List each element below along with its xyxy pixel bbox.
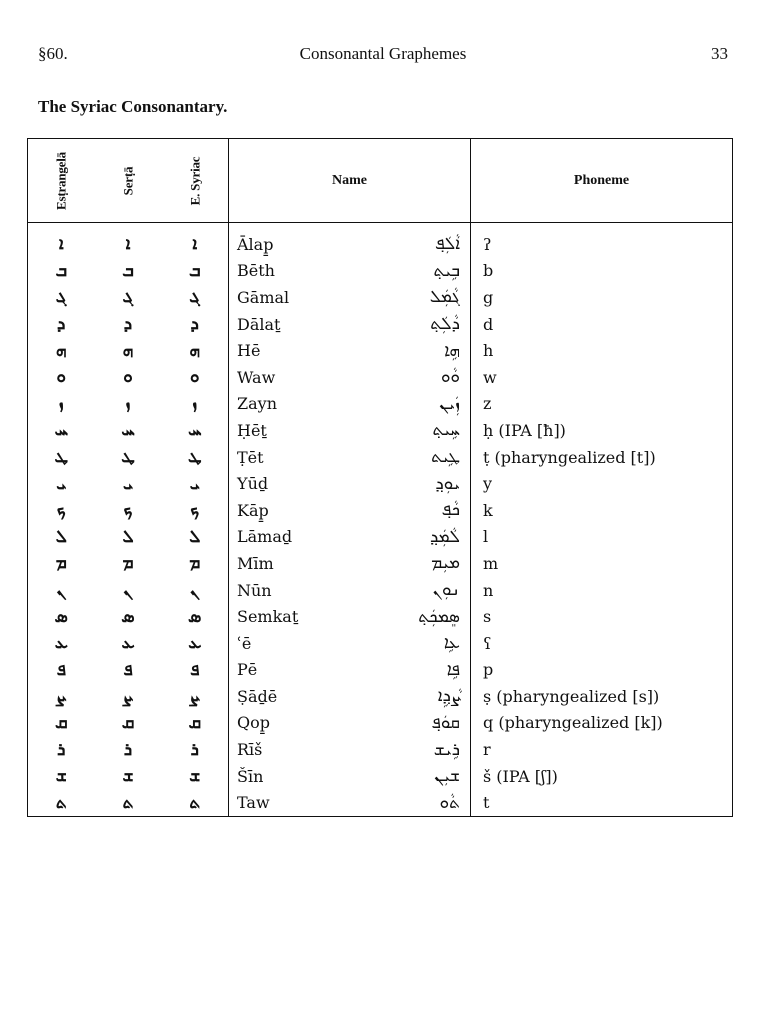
letter-name-syriac: ܚܹܝܬ݂ <box>432 420 460 441</box>
letter-name-cell <box>229 417 471 444</box>
phoneme: ṭ (pharyngealized [t]) <box>471 444 733 471</box>
east-syriac-glyph: ܠ <box>189 526 201 547</box>
letter-name: Pē <box>237 660 258 680</box>
letter-name-cell <box>229 364 471 391</box>
serta-glyph: ܦ <box>123 659 133 680</box>
table-spacer <box>28 223 733 232</box>
serta-glyph: ܚ <box>121 420 135 441</box>
letter-name-syriac: ܣܸܡܟܲܬ݂ <box>418 606 460 627</box>
serta-glyph: ܬ <box>95 789 162 816</box>
letter-name: Hē <box>237 341 261 361</box>
phoneme: p <box>471 657 733 684</box>
column-header-serta: Serṭā <box>95 139 162 223</box>
letter-name-syriac: ܨܵܕ݂ܹܐ <box>437 686 460 707</box>
east-syriac-glyph: ܟ <box>190 500 200 521</box>
table-row <box>28 364 733 391</box>
table-row <box>28 391 733 418</box>
table-row <box>28 337 733 364</box>
phoneme: m <box>471 550 733 577</box>
table-row <box>28 630 733 657</box>
letter-name: Zayn <box>237 394 277 414</box>
column-header-phoneme: Phoneme <box>471 139 733 223</box>
serta-glyph: ܟ <box>123 500 133 521</box>
estrangela-glyph: ܡ <box>28 550 95 577</box>
letter-name-cell <box>229 657 471 684</box>
east-syriac-glyph: ܡ <box>189 553 201 574</box>
estrangela-glyph: ܣ <box>28 603 95 630</box>
east-syriac-glyph: ܦ <box>190 659 200 680</box>
letter-name-cell <box>229 763 471 790</box>
table-row <box>28 736 733 763</box>
section-number: §60. <box>38 44 68 63</box>
estrangela-glyph: ܕ <box>28 311 95 338</box>
phoneme: r <box>471 736 733 763</box>
letter-name-cell <box>229 258 471 285</box>
phoneme: q (pharyngealized [k]) <box>471 710 733 737</box>
estrangela-glyph: ܬ <box>28 789 95 816</box>
letter-name-syriac: ܘܵܘ <box>441 367 460 388</box>
estrangela-glyph: ܫ <box>28 763 95 790</box>
east-syriac-glyph: ܨ <box>189 686 201 707</box>
letter-name-syriac: ܓܵܡܲܠ <box>429 287 460 308</box>
east-syriac-glyph: ܛ <box>188 447 202 468</box>
letter-name-cell <box>229 630 471 657</box>
letter-name-syriac: ܐܵܠܲܦ݂ <box>434 234 460 255</box>
phoneme: ṣ (pharyngealized [s]) <box>471 683 733 710</box>
letter-name-syriac: ܟܵܦ݂ <box>441 500 460 521</box>
east-syriac-glyph: ܫ <box>189 766 201 787</box>
serta-glyph: ܡ <box>122 553 134 574</box>
letter-name: Bēth <box>237 261 275 281</box>
letter-name-cell <box>229 710 471 737</box>
letter-name: Ḥēṯ <box>237 420 267 440</box>
estrangela-glyph: ܠ <box>28 524 95 551</box>
estrangela-glyph: ܙ <box>28 391 95 418</box>
table-row <box>28 231 733 258</box>
serta-glyph: ܫ <box>122 766 134 787</box>
letter-name: Ālap̱ <box>237 234 274 254</box>
letter-name-syriac: ܪܹܝܫ <box>433 739 460 760</box>
table-header <box>28 139 733 223</box>
running-title: Consonantal Graphemes <box>299 44 467 63</box>
letter-name: Yūḏ <box>237 474 269 494</box>
letter-name: Rīš <box>237 740 263 760</box>
letter-name: ʿē <box>237 633 252 653</box>
phoneme: n <box>471 577 733 604</box>
east-syriac-glyph: ܢ <box>190 580 200 601</box>
letter-name: Dālaṯ <box>237 314 281 334</box>
letter-name-syriac: ܩܘܿܦ݂ <box>431 712 460 733</box>
east-syriac-glyph: ܗ <box>189 340 201 361</box>
letter-name-cell <box>229 284 471 311</box>
serta-glyph: ܪ <box>123 739 133 760</box>
table-row <box>28 311 733 338</box>
letter-name-syriac: ܢܘܼܢ <box>432 580 460 601</box>
letter-name: Šīn <box>237 766 264 786</box>
estrangela-glyph: ܛ <box>28 444 95 471</box>
letter-name-cell <box>229 524 471 551</box>
letter-name-cell <box>229 444 471 471</box>
serta-glyph: ܣ <box>121 606 135 627</box>
serta-glyph: ܒ <box>122 260 134 281</box>
letter-name: Waw <box>237 367 276 387</box>
serta-glyph: ܛ <box>121 447 135 468</box>
east-syriac-glyph: ܝ <box>189 473 200 494</box>
serta-glyph: ܗ <box>122 340 134 361</box>
column-header-estrangela: Esṭrangelā <box>28 139 95 223</box>
estrangela-glyph: ܚ <box>28 417 95 444</box>
letter-name-syriac: ܕܵܠܲܬ݂ <box>430 314 460 335</box>
serta-glyph: ܨ <box>122 686 134 707</box>
phoneme: ʔ <box>471 231 733 258</box>
page-number: 33 <box>711 44 728 63</box>
estrangela-glyph: ܟ <box>28 497 95 524</box>
serta-glyph: ܝ <box>123 473 133 494</box>
letter-name-syriac: ܡܝܼܡ <box>431 553 460 574</box>
phoneme: b <box>471 258 733 285</box>
estrangela-glyph: ܥ <box>28 630 95 657</box>
east-syriac-glyph: ܩ <box>188 712 202 733</box>
letter-name-syriac: ܝܘܼܕ݂ <box>435 473 460 494</box>
estrangela-glyph: ܗ <box>28 337 95 364</box>
consonant-table <box>27 138 733 817</box>
estrangela-glyph: ܩ <box>28 710 95 737</box>
table-row <box>28 497 733 524</box>
serta-glyph: ܐ <box>125 234 131 255</box>
table-row <box>28 683 733 710</box>
table-row <box>28 284 733 311</box>
table-row <box>28 524 733 551</box>
phoneme: š (IPA [ʃ]) <box>471 763 733 790</box>
letter-name-syriac: ܦܹܐ <box>446 659 460 680</box>
letter-name: Lāmaḏ <box>237 527 293 547</box>
estrangela-glyph: ܨ <box>28 683 95 710</box>
letter-name-syriac: ܠܵܡܲܕ݂ <box>429 526 460 547</box>
letter-name: Kāp̱ <box>237 500 269 520</box>
letter-name-cell <box>229 470 471 497</box>
table-body <box>28 223 733 817</box>
letter-name: Taw <box>237 793 270 813</box>
letter-name-cell <box>229 550 471 577</box>
phoneme: h <box>471 337 733 364</box>
serta-glyph: ܘ <box>123 367 133 388</box>
table-row <box>28 789 733 816</box>
estrangela-glyph: ܢ <box>28 577 95 604</box>
serta-glyph: ܓ <box>122 287 134 308</box>
table-row <box>28 603 733 630</box>
table-row <box>28 577 733 604</box>
letter-name-cell <box>229 337 471 364</box>
serta-glyph: ܢ <box>123 580 133 601</box>
letter-name-cell <box>229 577 471 604</box>
table-row <box>28 470 733 497</box>
phoneme: k <box>471 497 733 524</box>
letter-name: Semkaṯ <box>237 607 299 627</box>
table-row <box>28 258 733 285</box>
letter-name-syriac: ܗܹܐ <box>444 340 460 361</box>
estrangela-glyph: ܘ <box>28 364 95 391</box>
serta-glyph: ܥ <box>121 633 135 654</box>
east-syriac-glyph: ܕ <box>190 314 199 335</box>
phoneme: z <box>471 391 733 418</box>
estrangela-glyph: ܪ <box>28 736 95 763</box>
east-syriac-glyph: ܥ <box>188 633 202 654</box>
phoneme: t <box>471 789 733 816</box>
letter-name-syriac: ܒܹܝܬ݂ <box>433 260 460 281</box>
phoneme: ʕ <box>471 630 733 657</box>
letter-name-cell <box>229 736 471 763</box>
serta-glyph: ܩ <box>121 712 135 733</box>
letter-name-syriac: ܬܵܘ <box>439 792 460 813</box>
estrangela-glyph: ܓ <box>28 284 95 311</box>
letter-name: Ṭēt <box>237 447 264 467</box>
east-syriac-glyph: ܐ <box>192 234 198 255</box>
phoneme: s <box>471 603 733 630</box>
phoneme: w <box>471 364 733 391</box>
letter-name-cell <box>229 497 471 524</box>
estrangela-glyph: ܒ <box>28 258 95 285</box>
letter-name: Ṣāḏē <box>237 686 278 706</box>
east-syriac-glyph: ܣ <box>188 606 202 627</box>
east-syriac-glyph: ܚ <box>188 420 202 441</box>
table-row <box>28 550 733 577</box>
phoneme: l <box>471 524 733 551</box>
letter-name-cell <box>229 603 471 630</box>
east-syriac-glyph: ܪ <box>190 739 199 760</box>
phoneme: g <box>471 284 733 311</box>
table-row <box>28 763 733 790</box>
letter-name-cell <box>229 231 471 258</box>
letter-name: Mīm <box>237 553 274 573</box>
east-syriac-glyph: ܒ <box>188 260 201 281</box>
table-caption: The Syriac Consonantary. <box>38 97 228 116</box>
east-syriac-glyph: ܓ <box>189 287 201 308</box>
table-row <box>28 657 733 684</box>
letter-name-cell <box>229 391 471 418</box>
letter-name-cell <box>229 683 471 710</box>
serta-glyph: ܙ <box>125 393 131 414</box>
letter-name-cell <box>229 311 471 338</box>
east-syriac-glyph: ܬ <box>162 789 229 816</box>
column-header-name: Name <box>229 139 471 223</box>
column-header-east-syriac: E. Syriac <box>162 139 229 223</box>
serta-glyph: ܠ <box>122 526 134 547</box>
letter-name-cell <box>229 789 471 816</box>
letter-name-syriac: ܥܹܐ <box>443 633 460 654</box>
estrangela-glyph: ܝ <box>28 470 95 497</box>
table-row <box>28 444 733 471</box>
letter-name: Gāmal <box>237 287 290 307</box>
estrangela-glyph: ܦ <box>28 657 95 684</box>
letter-name-syriac: ܙܲܝܢ <box>439 393 460 414</box>
phoneme: d <box>471 311 733 338</box>
east-syriac-glyph: ܙ <box>192 393 198 414</box>
phoneme: ḥ (IPA [ħ]) <box>471 417 733 444</box>
letter-name: Nūn <box>237 580 272 600</box>
letter-name: Qop̱ <box>237 713 270 733</box>
serta-glyph: ܕ <box>123 314 133 335</box>
table-row <box>28 417 733 444</box>
east-syriac-glyph: ܘ <box>190 367 200 388</box>
phoneme: y <box>471 470 733 497</box>
letter-name-syriac: ܫܝܼܢ <box>434 766 460 787</box>
estrangela-glyph: ܐ <box>28 231 95 258</box>
running-head <box>38 44 728 66</box>
table-row <box>28 710 733 737</box>
letter-name-syriac: ܛܹܝܬ <box>431 447 460 468</box>
